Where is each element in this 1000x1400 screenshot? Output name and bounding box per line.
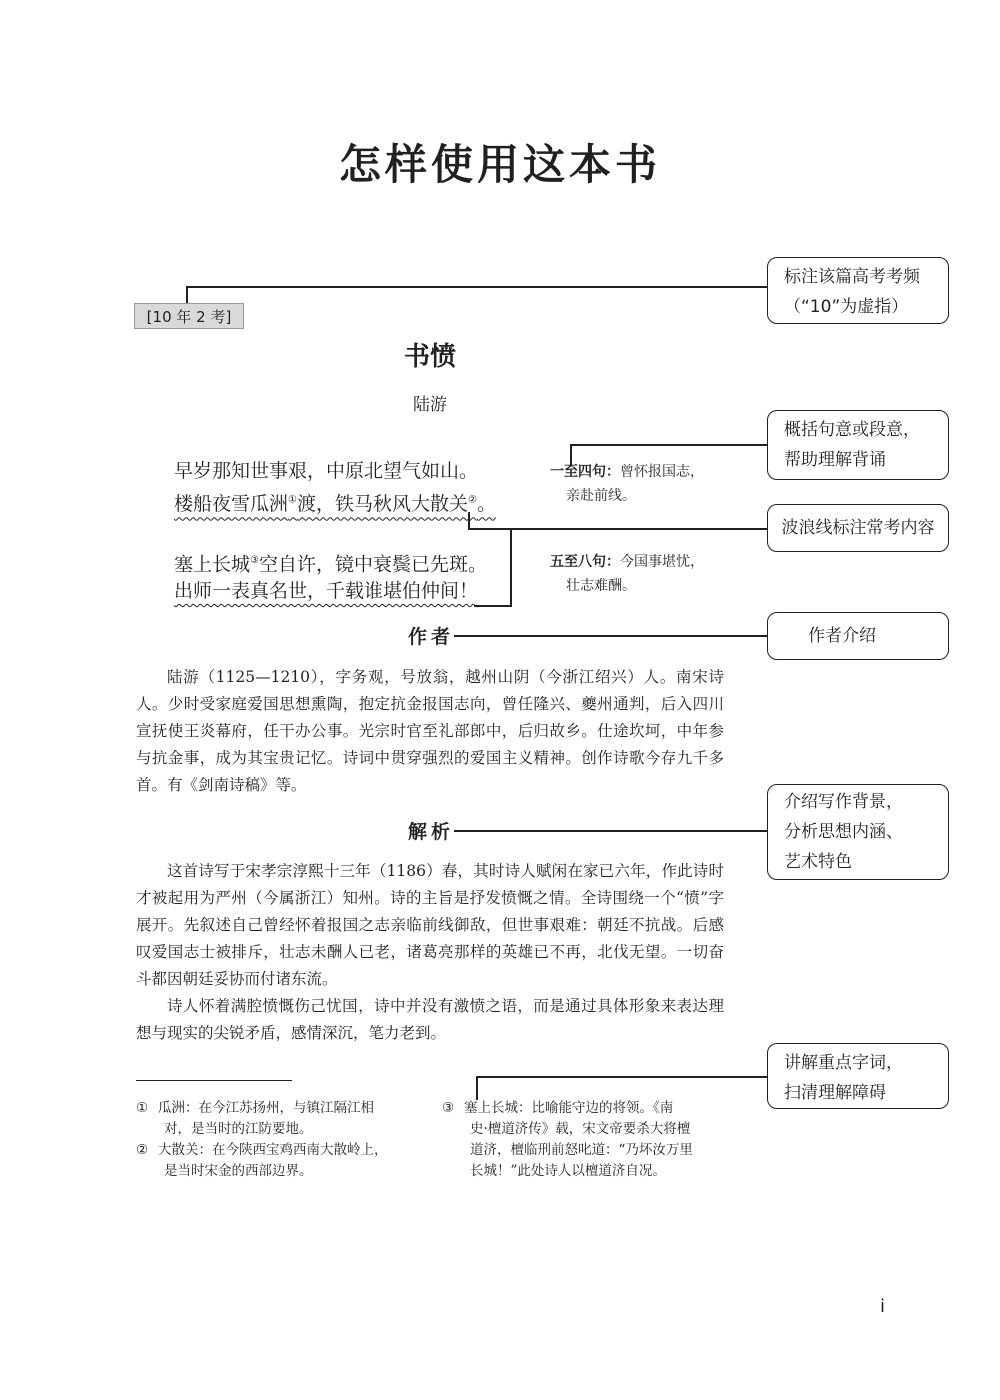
poem-line-3 — [174, 546, 487, 579]
footnote-1-line1: 瓜洲：在今江苏扬州，与镇江隔江相 — [158, 1100, 374, 1116]
callout-frequency — [767, 257, 949, 324]
footnote-ref-1: ① — [288, 495, 297, 506]
author-heading: 作者 — [408, 626, 455, 648]
frequency-connector — [186, 286, 768, 288]
gloss-2-text1: 今国事堪忧， — [620, 554, 704, 570]
summary-connector — [570, 444, 768, 446]
callout-summary-line2: 帮助理解背诵 — [784, 450, 886, 470]
footnote-3-line3: 道济，檀临刑前怒叱道：“乃坏汝万里 — [470, 1142, 693, 1158]
callout-analysis-line1: 介绍写作背景， — [784, 792, 903, 812]
callout-author — [767, 612, 949, 660]
poem-line-1-text: 早岁那知世事艰，中原北望气如山。 — [174, 460, 479, 482]
footnote-1 — [136, 1098, 436, 1140]
footnote-2 — [136, 1140, 436, 1182]
author-text: 陆游（1125—1210），字务观，号放翁，越州山阴（今浙江绍兴）人。南宋诗人。少时受家庭爱国思想熏陶，抱定抗金报国志向，曾任隆兴、夔州通判，后入四川宣抚使王炎幕府，任干办公事。光宗时官至礼部郎中，后归故乡。仕途坎坷，中年参与抗金事，成为其宝贵记忆。诗词中贯穿强烈的爱国主义精神。创作诗歌今存九千多首。有《剑南诗稿》等。 — [136, 668, 724, 794]
footnote-2-line2: 是当时宋金的西部边界。 — [164, 1163, 313, 1179]
footnote-2-num: ② — [136, 1142, 149, 1158]
callout-frequency-line1: 标注该篇高考考频 — [784, 267, 920, 287]
wavy-connector — [468, 528, 768, 530]
gloss-2 — [550, 550, 704, 598]
callout-analysis-line3: 艺术特色 — [784, 852, 852, 872]
footnote-3-line1: 塞上长城：比喻能守边的将领。《南 — [464, 1100, 674, 1116]
poem-line-3-part-a: 塞上长城 — [174, 553, 251, 576]
gloss-1 — [550, 460, 704, 508]
footnote-3 — [442, 1098, 742, 1182]
analysis-paragraph-2: 诗人怀着满腔愤慨伤己忧国，诗中并没有激愤之语，而是通过具体形象来表达理想与现实的尖锐矛盾，感情深沉，笔力老到。 — [136, 997, 724, 1042]
callout-frequency-line2: （“10”为虚指） — [784, 297, 909, 317]
page-title: 怎样使用这本书 — [338, 140, 661, 189]
poem-line-2-part-c: 。 — [476, 493, 496, 516]
frequency-connector-vertical — [186, 286, 188, 304]
analysis-heading: 解析 — [408, 821, 455, 843]
poem-line-4 — [174, 576, 478, 606]
poem-line-2-part-a: 楼船夜雪瓜洲 — [174, 493, 289, 516]
callout-words-line1: 讲解重点字词， — [784, 1053, 903, 1073]
poem-line-1 — [174, 456, 478, 486]
gloss-1-label: 一至四句： — [550, 464, 620, 480]
footnote-3-num: ③ — [442, 1100, 455, 1116]
gloss-2-label: 五至八句： — [550, 554, 620, 570]
analysis-connector — [454, 830, 768, 832]
callout-analysis — [767, 784, 949, 880]
callout-words — [767, 1043, 949, 1109]
author-connector — [454, 635, 768, 637]
gloss-1-text1: 曾怀报国志， — [620, 464, 704, 480]
callout-words-line2: 扫清理解障碍 — [784, 1083, 886, 1103]
author-paragraph — [136, 664, 724, 799]
callout-summary-line1: 概括句意或段意， — [784, 420, 920, 440]
stanza-bracket-horizontal — [474, 605, 512, 607]
poem-author: 陆游 — [413, 395, 447, 415]
poem-title: 书愤 — [403, 342, 456, 372]
stanza-bracket-vertical — [510, 530, 512, 606]
callout-wavy-text: 波浪线标注常考内容 — [781, 518, 935, 538]
footnote-1-line2: 对，是当时的江防要地。 — [164, 1121, 313, 1137]
words-connector — [476, 1076, 768, 1078]
poem-line-2-part-b: 渡，铁马秋风大散关 — [296, 493, 468, 516]
analysis-paragraphs — [136, 858, 724, 1047]
footnote-1-num: ① — [136, 1100, 149, 1116]
exam-frequency-tag: [10 年 2 考] — [134, 303, 244, 329]
callout-author-text: 作者介绍 — [808, 626, 876, 646]
callout-analysis-line2: 分析思想内涵、 — [784, 822, 903, 842]
gloss-2-text2: 壮志难酬。 — [566, 578, 636, 594]
footnote-3-line2: 史·檀道济传》载，宋文帝要杀大将檀 — [470, 1121, 691, 1137]
analysis-paragraph-1: 这首诗写于宋孝宗淳熙十三年（1186）春，其时诗人赋闲在家已六年，作此诗时才被起用为严州（今属浙江）知州。诗的主旨是抒发愤慨之情。全诗围绕一个“愤”字展开。先叙述自己曾经怀着报国之志亲临前线御敌，但世事艰难：朝廷不抗战。后感叹爱国志士被排斥，壮志未酬人已老，诸葛亮那样的英雄已不再，北伐无望。一切奋斗都因朝廷妥协而付诸东流。 — [136, 862, 724, 988]
callout-wavy — [767, 504, 949, 552]
gloss-1-text2: 亲赴前线。 — [566, 488, 636, 504]
footnote-divider — [136, 1080, 292, 1081]
footnote-ref-2: ② — [468, 495, 477, 506]
footnote-3-line4: 长城！”此处诗人以檀道济自况。 — [470, 1163, 666, 1179]
words-connector-vertical — [476, 1076, 478, 1100]
poem-line-3-part-b: 空自许，镜中衰鬓已先斑。 — [258, 553, 487, 576]
callout-summary — [767, 410, 949, 480]
footnote-ref-3: ③ — [250, 555, 259, 566]
poem-line-2-text — [174, 493, 496, 515]
footnote-2-line1: 大散关：在今陕西宝鸡西南大散岭上， — [158, 1142, 388, 1158]
poem-line-2 — [174, 486, 496, 519]
poem-line-4-text: 出师一表真名世，千载谁堪伯仲间！ — [174, 580, 479, 602]
page-number: i — [880, 1296, 886, 1317]
